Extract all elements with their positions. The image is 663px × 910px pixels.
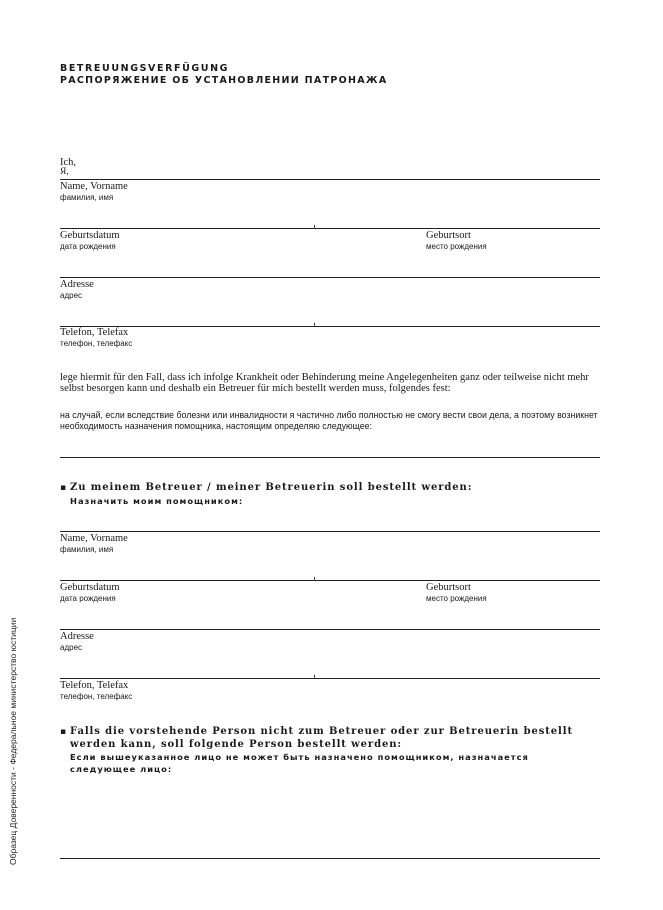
document-title-russian: РАСПОРЯЖЕНИЕ ОБ УСТАНОВЛЕНИИ ПАТРОНАЖА xyxy=(60,75,388,86)
phone-label-de: Telefon, Telefax xyxy=(60,327,129,338)
bullet-icon: ▪ xyxy=(60,727,67,737)
birthdate-label-ru: дата рождения xyxy=(60,242,116,251)
bullet-icon: ▪ xyxy=(60,483,67,493)
name-label-de: Name, Vorname xyxy=(60,181,128,192)
name-label-ru: фамилия, имя xyxy=(60,193,114,202)
divider xyxy=(60,179,600,180)
divider xyxy=(60,457,600,458)
divider xyxy=(60,678,600,679)
divider xyxy=(60,580,600,581)
section2-heading-ru-line1: Если вышеуказанное лицо не может быть назначено помощником, назначается xyxy=(70,752,529,762)
phone-label-de: Telefon, Telefax xyxy=(60,680,129,691)
name-label-ru: фамилия, имя xyxy=(60,545,114,554)
address-label-ru: адрес xyxy=(60,643,83,652)
phone-label-ru: телефон, телефакс xyxy=(60,339,133,348)
column-tick xyxy=(314,675,315,679)
column-tick xyxy=(314,323,315,327)
phone-label-ru: телефон, телефакс xyxy=(60,692,133,701)
divider xyxy=(60,277,600,278)
address-label-de: Adresse xyxy=(60,631,94,642)
address-label-de: Adresse xyxy=(60,279,94,290)
section2-heading-ru-line2: следующее лицо: xyxy=(70,764,173,774)
declaration-text-ru: на случай, если вследствие болезни или инвалидности я частично либо полностью не смогу вести свои дела, а поэтому возникнет необходимость назначения помощника, настоящим определяю следующее: xyxy=(60,410,598,431)
column-tick xyxy=(314,225,315,229)
document-title-german: BETREUUNGSVERFÜGUNG xyxy=(60,63,230,74)
side-note: Образец Доверенности - Федеральное министерство юстиции xyxy=(8,617,18,865)
intro-ich: Ich, xyxy=(60,157,77,168)
divider xyxy=(60,531,600,532)
declaration-text-de: lege hiermit für den Fall, dass ich infolge Krankheit oder Behinderung meine Angelegenheiten ganz oder teilweise nicht mehr selbst besorgen kann und deshalb ein Betreuer für mich bestellt werden muss, folgendes fest: xyxy=(60,372,589,394)
divider xyxy=(60,858,600,859)
intro-ya: Я, xyxy=(60,167,69,177)
birthdate-label-ru: дата рождения xyxy=(60,594,116,603)
name-label-de: Name, Vorname xyxy=(60,533,128,544)
birthplace-label-ru: место рождения xyxy=(426,242,487,251)
birthdate-label-de: Geburtsdatum xyxy=(60,582,120,593)
section2-heading-de-line2: werden kann, soll folgende Person bestellt werden: xyxy=(70,739,403,750)
section1-heading-de: Zu meinem Betreuer / meiner Betreuerin soll bestellt werden: xyxy=(70,482,473,493)
birthplace-label-de: Geburtsort xyxy=(426,230,471,241)
section2-heading-de-line1: Falls die vorstehende Person nicht zum Betreuer oder zur Betreuerin bestellt xyxy=(70,726,573,737)
address-label-ru: адрес xyxy=(60,291,83,300)
section1-heading-ru: Назначить моим помощником: xyxy=(70,496,244,506)
divider xyxy=(60,629,600,630)
birthdate-label-de: Geburtsdatum xyxy=(60,230,120,241)
birthplace-label-ru: место рождения xyxy=(426,594,487,603)
divider xyxy=(60,326,600,327)
divider xyxy=(60,228,600,229)
column-tick xyxy=(314,577,315,581)
birthplace-label-de: Geburtsort xyxy=(426,582,471,593)
